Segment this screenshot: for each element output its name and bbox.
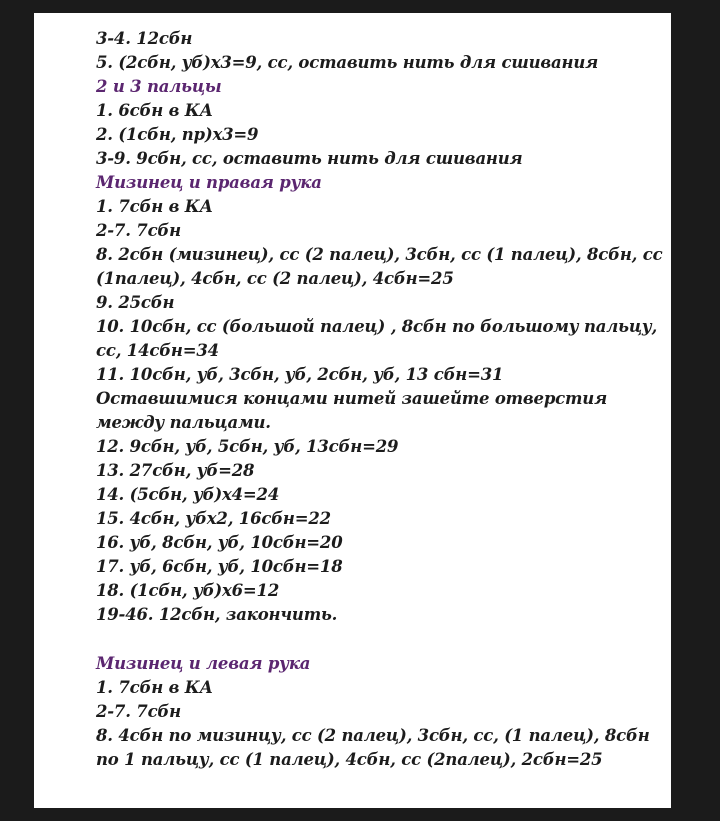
line-rows-2-7: 2-7. 7сбн [96,702,181,721]
line-row-10-cont: сс, 14сбн=34 [96,341,219,360]
line-row-1: 1. 7сбн в КА [96,197,213,216]
line-rows-2-7: 2-7. 7сбн [96,221,181,240]
line-row-11: 11. 10сбн, уб, 3сбн, уб, 2сбн, уб, 13 сбн=31 [96,365,504,384]
line-row-14: 14. (5сбн, уб)х4=24 [96,485,280,504]
line-note-cont: между пальцами. [96,413,271,432]
line-row-5: 5. (2сбн, уб)х3=9, сс, оставить нить для сшивания [96,53,599,72]
line-row-1: 1. 6сбн в КА [96,101,213,120]
line-rows-19-46: 19-46. 12сбн, закончить. [96,605,338,624]
line-row-13: 13. 27сбн, уб=28 [96,461,255,480]
heading-pinky-left-hand: Мизинец и левая рука [96,654,311,673]
line-row-10: 10. 10сбн, сс (большой палец) , 8сбн по большому пальцу, [96,317,658,336]
line-note: Оставшимися концами нитей зашейте отверстия [96,389,608,408]
heading-fingers-2-3: 2 и 3 пальцы [96,77,222,96]
line-row-16: 16. уб, 8сбн, уб, 10сбн=20 [96,533,343,552]
line-row-17: 17. уб, 6сбн, уб, 10сбн=18 [96,557,343,576]
document-page [34,13,671,808]
line-row-15: 15. 4сбн, убх2, 16сбн=22 [96,509,331,528]
line-row-8: 8. 2сбн (мизинец), сс (2 палец), 3сбн, сс (1 палец), 8сбн, сс [96,245,663,264]
line-row-12: 12. 9сбн, уб, 5сбн, уб, 13сбн=29 [96,437,399,456]
line-row-2: 2. (1сбн, пр)х3=9 [96,125,259,144]
line-rows-3-4: 3-4. 12сбн [96,29,193,48]
line-rows-3-9: 3-9. 9сбн, сс, оставить нить для сшивания [96,149,523,168]
line-row-8-cont: по 1 пальцу, сс (1 палец), 4сбн, сс (2палец), 2сбн=25 [96,750,603,769]
line-row-9: 9. 25сбн [96,293,175,312]
line-row-8-cont: (1палец), 4сбн, сс (2 палец), 4сбн=25 [96,269,454,288]
line-row-8: 8. 4сбн по мизинцу, сс (2 палец), 3сбн, сс, (1 палец), 8сбн [96,726,650,745]
line-row-1: 1. 7сбн в КА [96,678,213,697]
heading-pinky-right-hand: Мизинец и правая рука [96,173,322,192]
line-row-18: 18. (1сбн, уб)х6=12 [96,581,280,600]
